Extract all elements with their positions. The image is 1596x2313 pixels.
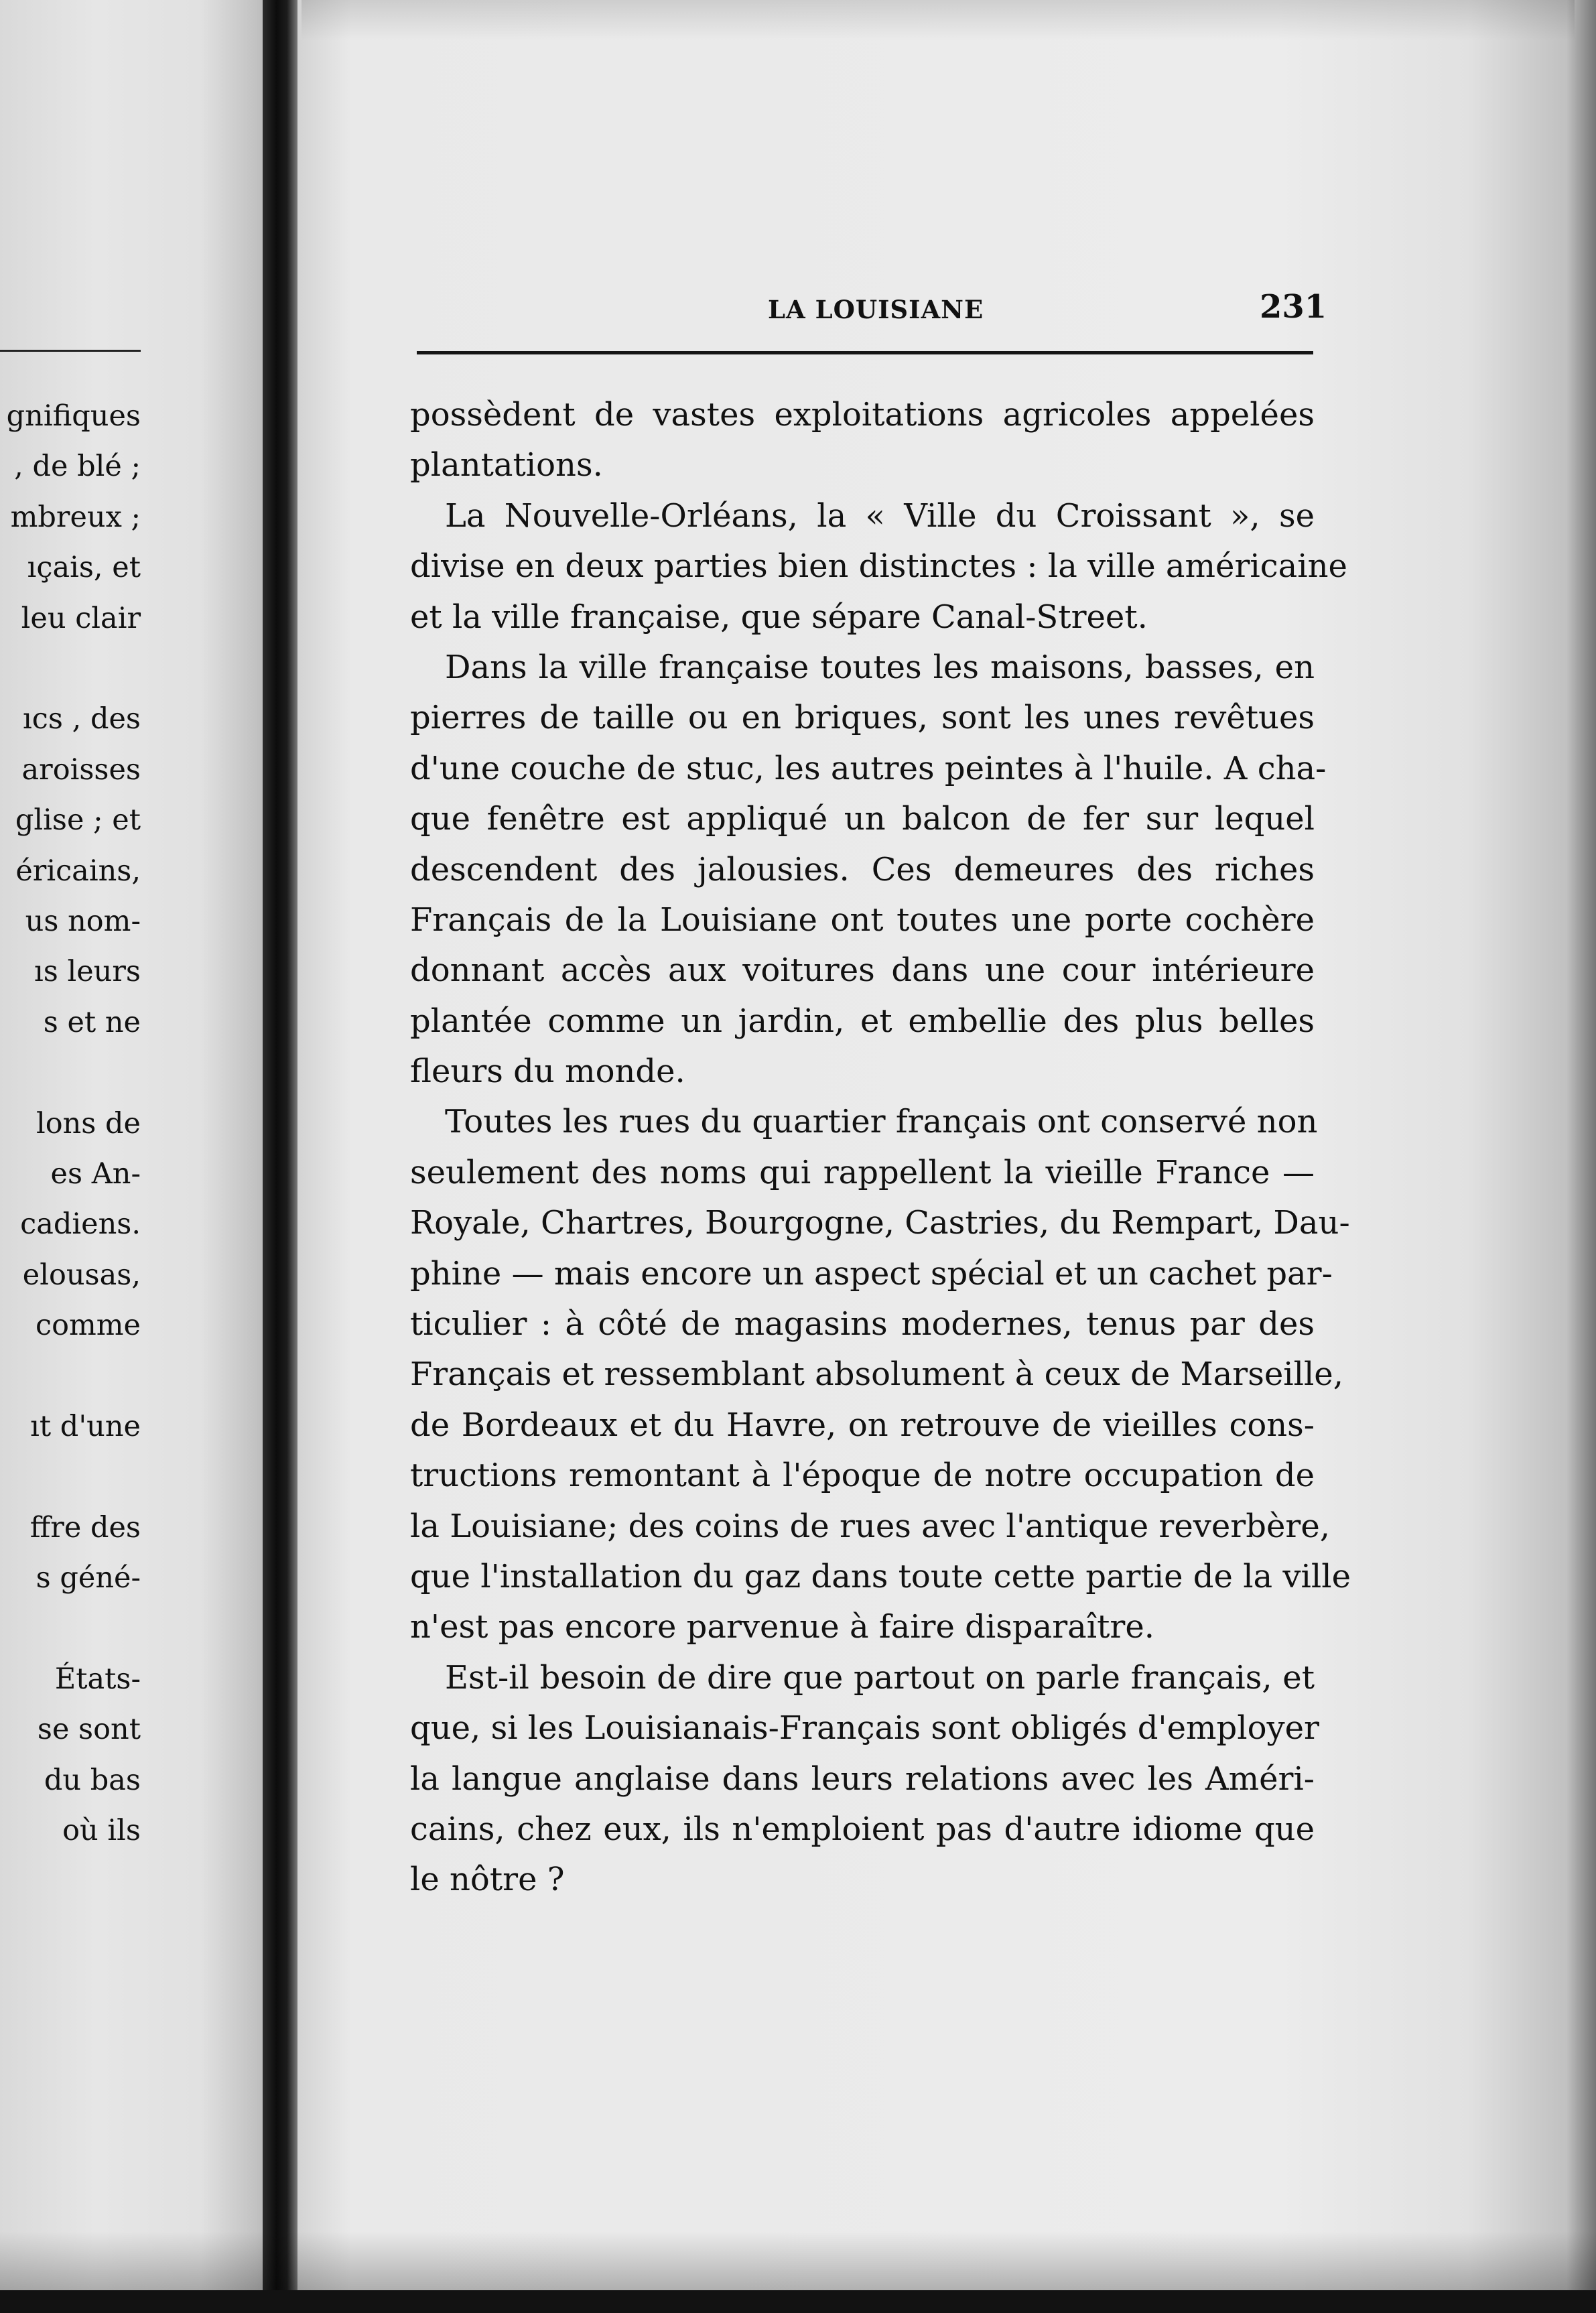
text-line: donnant accès aux voitures dans une cour intérieure: [410, 951, 1315, 990]
left-page-line: comme: [36, 1309, 141, 1343]
left-page-line: où ils: [62, 1814, 141, 1848]
left-page-line: glise ; et: [15, 803, 141, 838]
text-line: phine — mais encore un aspect spécial et un cachet par-: [410, 1254, 1333, 1293]
text-line: que l'installation du gaz dans toute cette partie de la ville: [410, 1557, 1351, 1595]
text-line: de Bordeaux et du Havre, on retrouve de vieilles cons-: [410, 1406, 1315, 1444]
left-page-line: s et ne: [43, 1005, 141, 1039]
text-line: possèdent de vastes exploitations agricoles appelées: [410, 396, 1315, 434]
book-gutter: [263, 0, 297, 2313]
running-head: LA LOUISIANE: [768, 295, 984, 324]
text-line: pierres de taille ou en briques, sont les unes revêtues: [410, 699, 1315, 737]
left-page-line: , de blé ;: [14, 450, 141, 484]
text-line: Dans la ville française toutes les maisons, basses, en: [445, 648, 1315, 686]
text-line: La Nouvelle-Orléans, la « Ville du Croissant », se: [445, 497, 1315, 535]
left-page-fragment: [0, 0, 154, 2313]
text-line: cains, chez eux, ils n'emploient pas d'autre idiome que: [410, 1810, 1315, 1848]
body-text: [410, 390, 1351, 1906]
text-line: n'est pas encore parvenue à faire disparaître.: [410, 1608, 1155, 1646]
left-page-line: us nom-: [25, 905, 141, 938]
paragraph: [410, 643, 1327, 1098]
text-line: plantations.: [410, 446, 603, 484]
text-line: Toutes les rues du quartier français ont conservé non: [445, 1103, 1318, 1141]
scan-bottom-edge: [0, 2290, 1596, 2313]
left-page-line: s géné-: [36, 1561, 141, 1595]
text-line: que fenêtre est appliqué un balcon de fer sur lequel: [410, 800, 1315, 838]
left-page-line: ıs leurs: [34, 955, 141, 989]
text-line: descendent des jalousies. Ces demeures des riches: [410, 850, 1315, 888]
paragraph: [410, 1653, 1319, 1906]
text-line: ticulier : à côté de magasins modernes, tenus par des: [410, 1305, 1315, 1343]
text-line: Français de la Louisiane ont toutes une porte cochère: [410, 901, 1315, 939]
scan-top-shadow: [302, 0, 1575, 40]
text-line: que, si les Louisianais-Français sont obligés d'employer: [410, 1709, 1319, 1747]
left-page-line: gnifiques: [6, 399, 141, 433]
right-page-edge: [1567, 0, 1596, 2313]
text-line: divise en deux parties bien distinctes : la ville américaine: [410, 547, 1347, 586]
left-page-line: aroisses: [21, 752, 141, 787]
text-line: Royale, Chartres, Bourgogne, Castries, du Rempart, Dau-: [410, 1204, 1350, 1242]
paragraph: [410, 1097, 1351, 1652]
text-line: Est-il besoin de dire que partout on parle français, et: [445, 1658, 1315, 1697]
left-page-line: cadiens.: [20, 1207, 141, 1242]
text-line: et la ville française, que sépare Canal-Street.: [410, 598, 1148, 636]
paragraph: [410, 491, 1347, 643]
left-page-line: leu clair: [21, 601, 141, 635]
text-line: la Louisiane; des coins de rues avec l'antique reverbère,: [410, 1507, 1330, 1545]
left-page-line: éricains,: [15, 854, 141, 888]
left-page-line: lons de: [36, 1106, 141, 1140]
paragraph: [410, 390, 1315, 491]
left-page-line: du bas: [44, 1763, 141, 1797]
text-line: fleurs du monde.: [410, 1053, 685, 1091]
left-page-shade: [201, 0, 263, 2313]
left-page-line: se sont: [37, 1713, 141, 1747]
left-page-line: ıt d'une: [30, 1410, 141, 1443]
text-line: plantée comme un jardin, et embellie des plus belles: [410, 1002, 1315, 1040]
left-page-line: elousas,: [22, 1258, 141, 1292]
scan-bottom-shadow: [0, 2231, 1596, 2290]
text-line: le nôtre ?: [410, 1861, 565, 1899]
left-page-line: mbreux ;: [10, 500, 141, 534]
text-line: seulement des noms qui rappellent la vieille France —: [410, 1153, 1315, 1191]
page-number: 231: [1260, 288, 1327, 326]
text-line: d'une couche de stuc, les autres peintes à l'huile. A cha-: [410, 749, 1327, 787]
left-page-line: États-: [54, 1662, 141, 1696]
left-page-line: es An-: [50, 1157, 141, 1191]
left-page-line: ffre des: [29, 1510, 141, 1544]
header-rule: [417, 351, 1313, 354]
left-header-rule: [0, 350, 141, 352]
left-page-line: ıçais, et: [27, 551, 141, 585]
text-line: tructions remontant à l'époque de notre occupation de: [410, 1457, 1315, 1495]
left-page-line: ıcs , des: [23, 702, 141, 736]
text-line: la langue anglaise dans leurs relations avec les Améri-: [410, 1760, 1315, 1798]
text-line: Français et ressemblant absolument à ceux de Marseille,: [410, 1356, 1343, 1394]
